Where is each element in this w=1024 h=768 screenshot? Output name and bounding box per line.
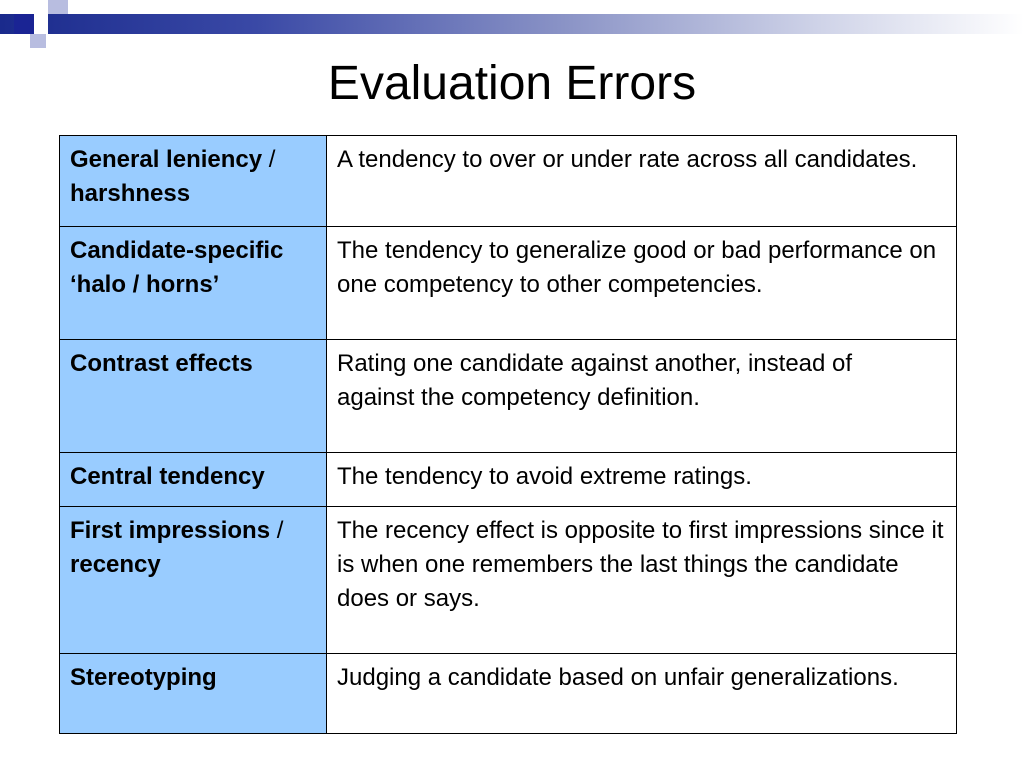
term-label: Central tendency: [70, 463, 265, 490]
decorative-square: [14, 14, 34, 34]
term-label: General leniency: [70, 146, 263, 173]
term-label: Stereotyping: [70, 664, 217, 691]
table-row: [60, 654, 957, 734]
decorative-square: [48, 0, 68, 14]
definition-cell: The tendency to generalize good or bad performance on one competency to other competencies.: [327, 227, 957, 340]
decorative-square: [46, 34, 60, 48]
definition-cell: Rating one candidate against another, instead of against the competency definition.: [327, 340, 957, 453]
definition-cell: The tendency to avoid extreme ratings.: [327, 453, 957, 507]
decorative-square: [0, 0, 14, 14]
term-label: Contrast effects: [70, 350, 253, 377]
table-row: [60, 227, 957, 340]
decorative-square: [30, 34, 46, 48]
table-row: [60, 136, 957, 227]
term-label: Candidate-specific ‘halo / horns’: [70, 237, 284, 298]
term-label-2: harshness: [70, 180, 191, 207]
evaluation-errors-table: [59, 135, 957, 734]
definition-cell: The recency effect is opposite to first impressions since it is when one remembers the last things the candidate does or says.: [327, 507, 957, 654]
term-separator: /: [262, 146, 276, 173]
decorative-square: [34, 14, 48, 34]
table-row: [60, 507, 957, 654]
term-cell: [60, 340, 327, 453]
term-cell: [60, 507, 327, 654]
table-row: [60, 340, 957, 453]
term-label: First impressions: [70, 517, 271, 544]
decorative-gradient-bar: [0, 14, 1024, 34]
definition-cell: A tendency to over or under rate across all candidates.: [327, 136, 957, 227]
term-cell: [60, 227, 327, 340]
term-separator: /: [270, 517, 284, 544]
term-cell: [60, 654, 327, 734]
slide-title: Evaluation Errors: [327, 57, 697, 110]
definition-cell: Judging a candidate based on unfair generalizations.: [327, 654, 957, 734]
table-row: [60, 453, 957, 507]
term-label-2: recency: [70, 551, 161, 578]
term-cell: [60, 453, 327, 507]
term-cell: [60, 136, 327, 227]
